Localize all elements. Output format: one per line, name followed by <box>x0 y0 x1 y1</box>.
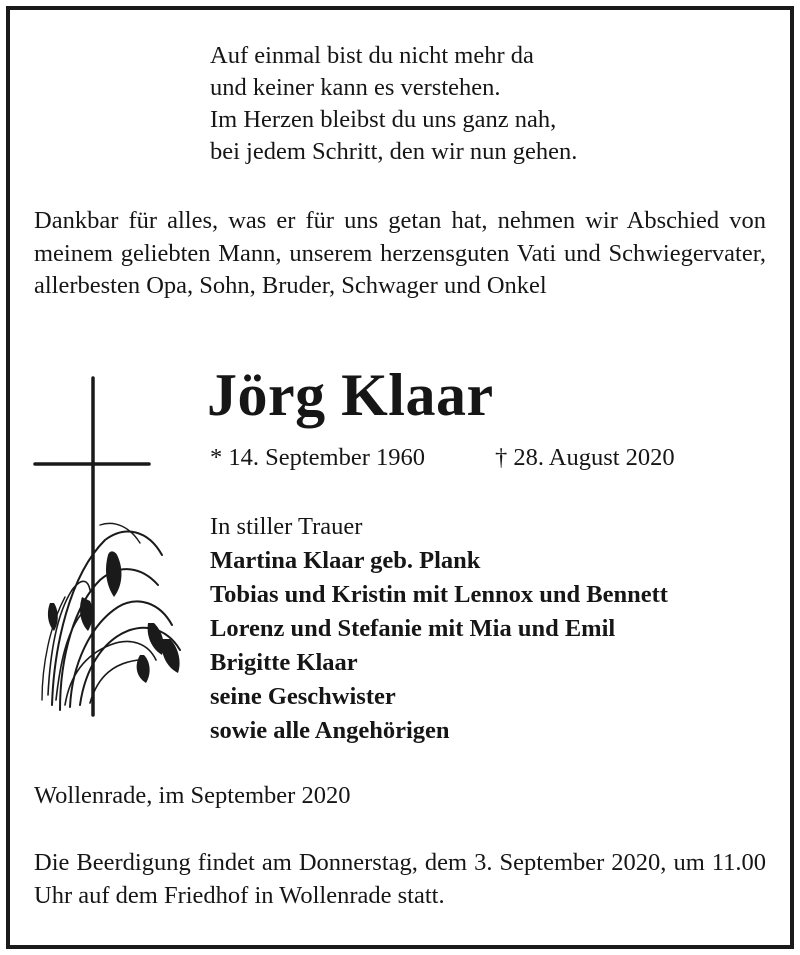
farewell-text: Dankbar für alles, was er für uns getan hat, nehmen wir Abschied von meinem geliebten Mann, unserem herzensguten Vati und Schwiegervater, allerbesten Opa, Sohn, Bruder, Schwager und Onkel <box>34 207 766 299</box>
mourner-name: sowie alle Angehörigen <box>210 717 450 744</box>
mourner-name: Martina Klaar geb. Plank <box>210 547 481 574</box>
poem-line: Im Herzen bleibst du uns ganz nah, <box>210 106 557 133</box>
mourner-name: seine Geschwister <box>210 683 396 710</box>
mourner-name: Lorenz und Stefanie mit Mia und Emil <box>210 615 616 642</box>
funeral-notice: Die Beerdigung findet am Donnerstag, dem 3. September 2020, um 11.00 Uhr auf dem Friedhof in Wollenrade statt. <box>34 849 766 909</box>
mourners-block <box>210 510 668 748</box>
birth-date: * 14. September 1960 <box>210 444 426 471</box>
poem <box>210 40 577 168</box>
mourning-heading: In stiller Trauer <box>210 513 363 540</box>
place-and-date: Wollenrade, im September 2020 <box>34 782 351 809</box>
poem-line: bei jedem Schritt, den wir nun gehen. <box>210 138 578 165</box>
deceased-name: Jörg Klaar <box>207 362 494 428</box>
poem-line: Auf einmal bist du nicht mehr da <box>210 42 534 69</box>
death-date: † 28. August 2020 <box>495 444 675 471</box>
mourner-name: Brigitte Klaar <box>210 649 358 676</box>
life-dates <box>210 442 675 474</box>
cross-with-grass-icon <box>30 375 200 720</box>
poem-line: und keiner kann es verstehen. <box>210 74 501 101</box>
mourner-name: Tobias und Kristin mit Lennox und Bennett <box>210 581 668 608</box>
